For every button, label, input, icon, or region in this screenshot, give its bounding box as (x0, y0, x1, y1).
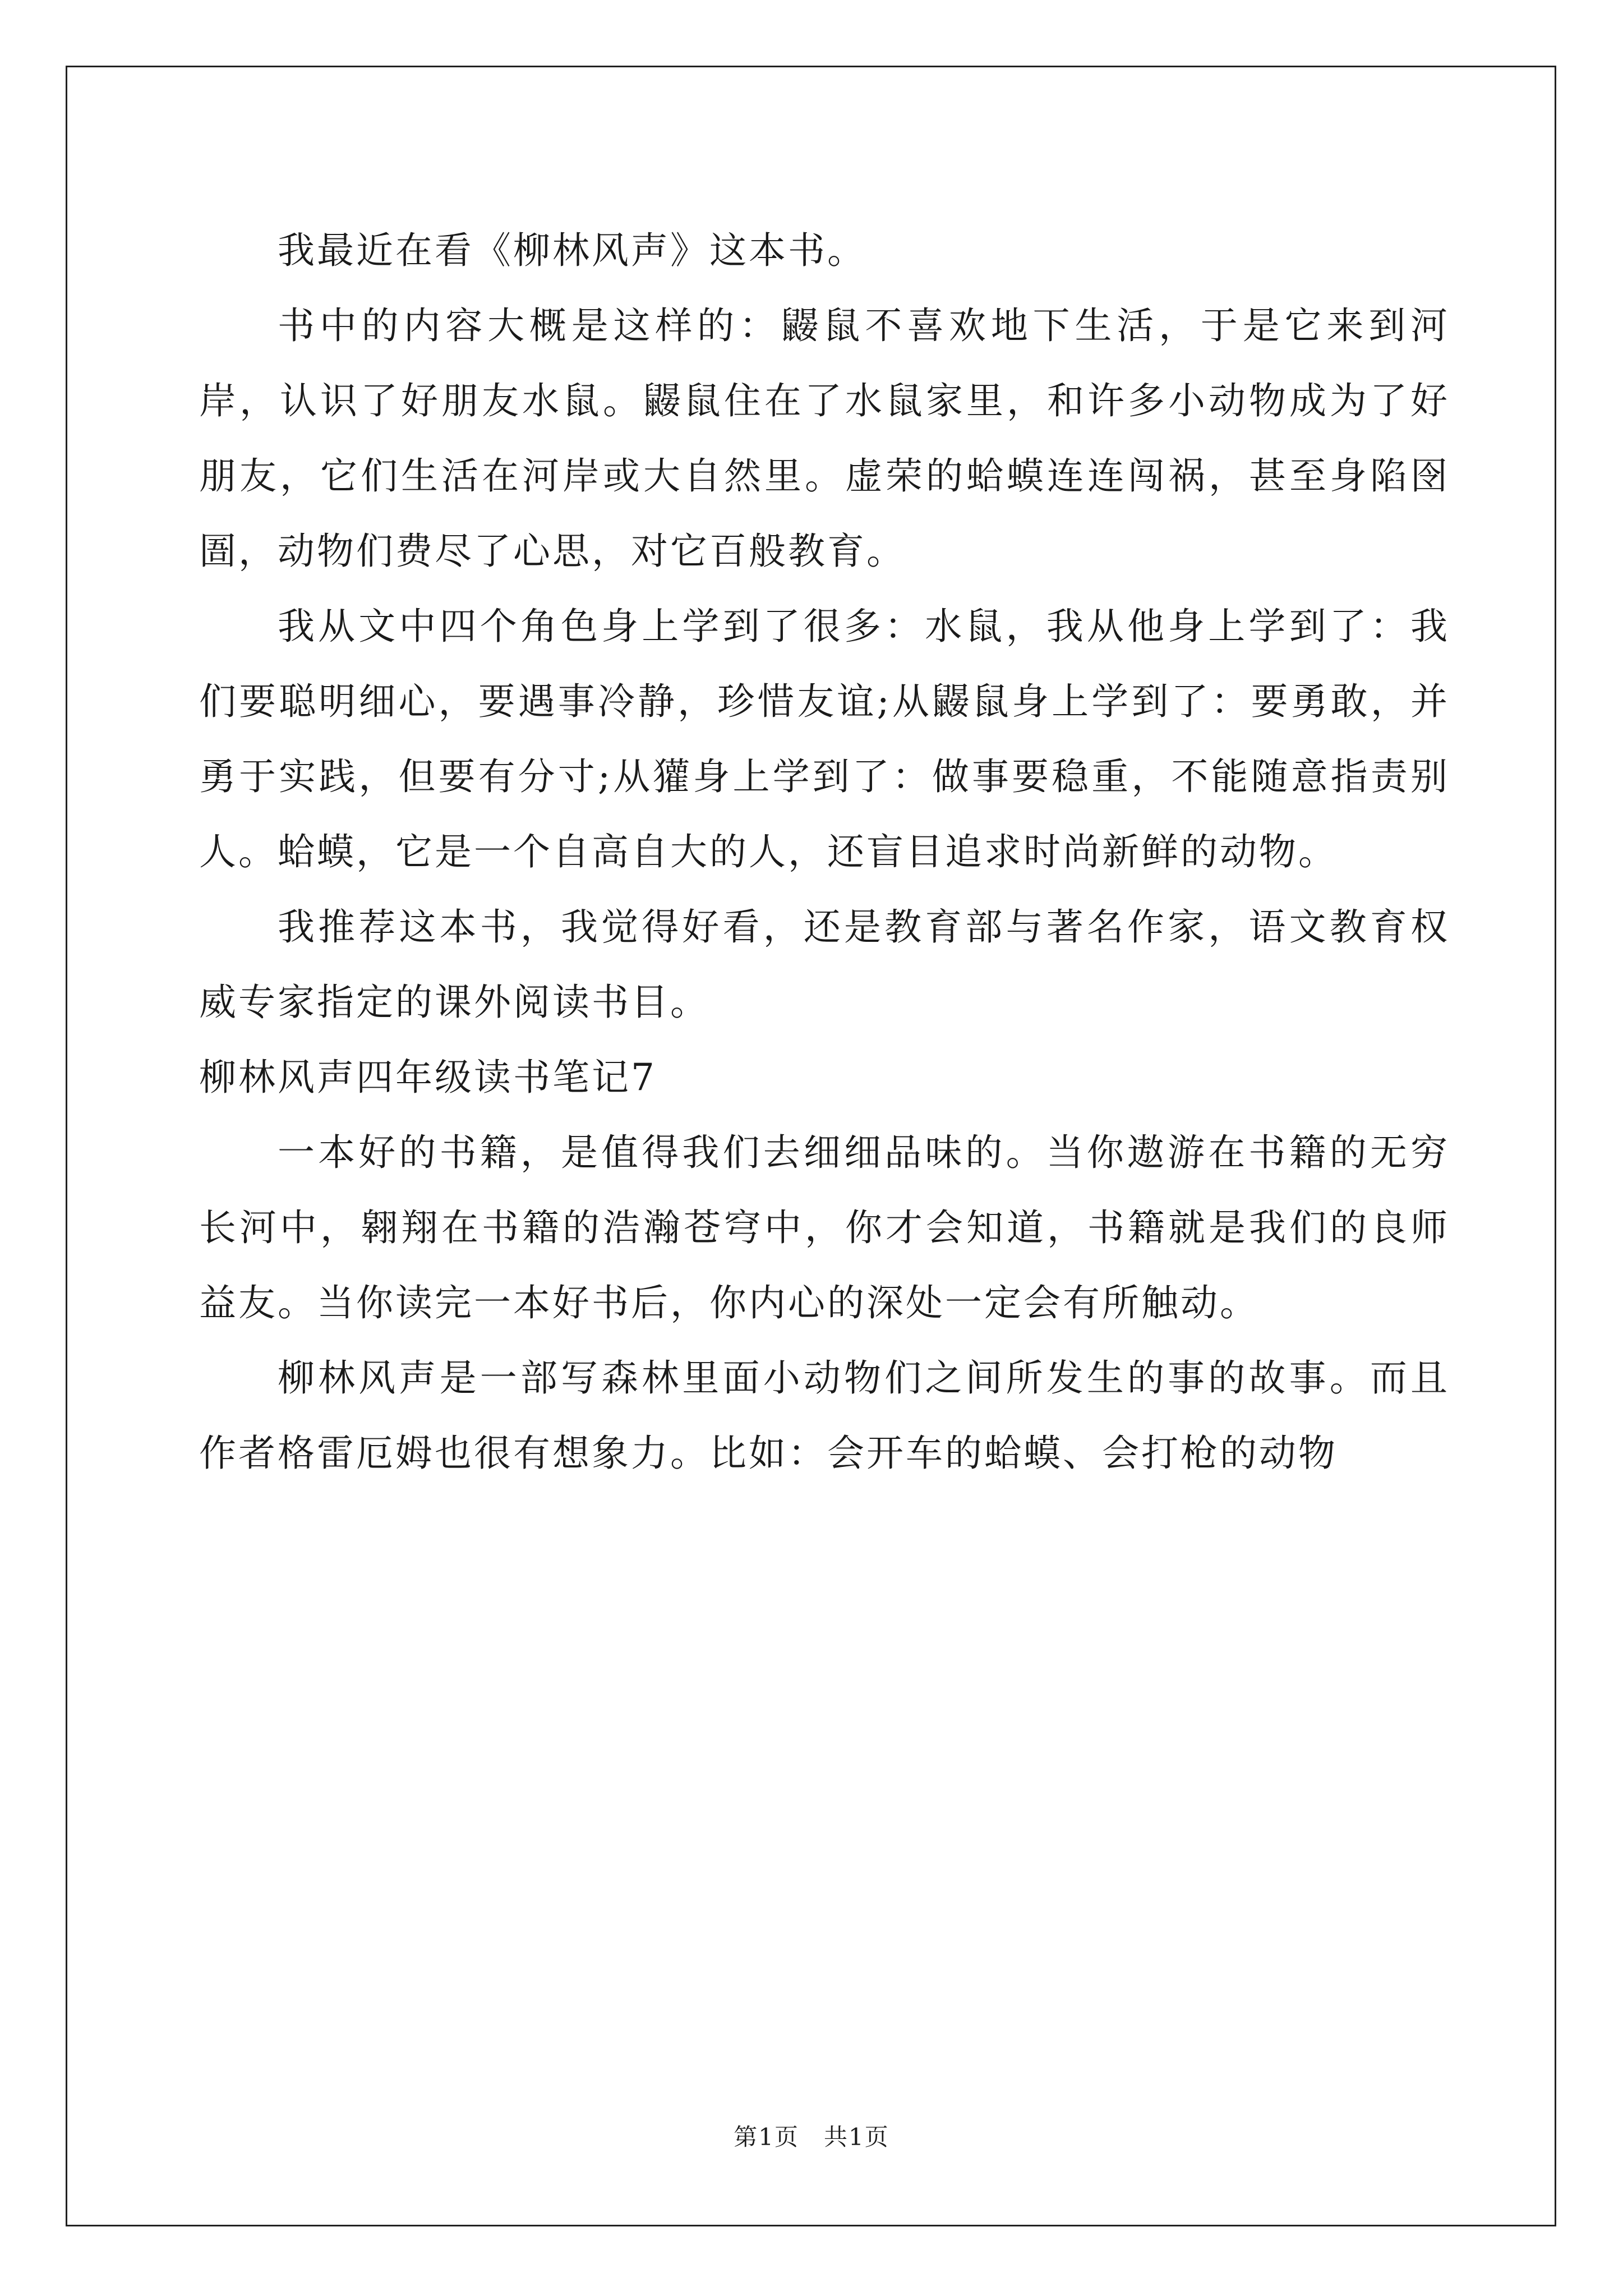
paragraph-books-value: 一本好的书籍，是值得我们去细细品味的。当你遨游在书籍的无穷长河中，翱翔在书籍的浩瀚苍穹中，你才会知道，书籍就是我们的良师益友。当你读完一本好书后，你内心的深处一定会有所触动。 (199, 1131, 1450, 1324)
paragraph-intro: 我最近在看《柳林风声》这本书。 (278, 229, 866, 272)
paragraph-summary: 书中的内容大概是这样的：鼹鼠不喜欢地下生活，于是它来到河岸，认识了好朋友水鼠。鼹鼠住在了水鼠家里，和许多小动物成为了好朋友，它们生活在河岸或大自然里。虚荣的蛤蟆连连闯祸，甚至身陷囹圄，动物们费尽了心思，对它百般教育。 (199, 304, 1450, 573)
document-body (199, 213, 1450, 1491)
paragraph-lessons: 我从文中四个角色身上学到了很多：水鼠，我从他身上学到了：我们要聪明细心，要遇事冷静，珍惜友谊;从鼹鼠身上学到了：要勇敢，并勇于实践，但要有分寸;从獾身上学到了：做事要稳重，不能随意指责别人。蛤蟆，它是一个自高自大的人，还盲目追求时尚新鲜的动物。 (199, 605, 1450, 873)
section-heading: 柳林风声四年级读书笔记7 (199, 1056, 657, 1099)
paragraph-story-description: 柳林风声是一部写森林里面小动物们之间所发生的事的故事。而且作者格雷厄姆也很有想象力。比如：会开车的蛤蟆、会打枪的动物 (199, 1356, 1450, 1475)
paragraph-recommendation: 我推荐这本书，我觉得好看，还是教育部与著名作家，语文教育权威专家指定的课外阅读书目。 (199, 905, 1450, 1024)
page-footer: 第1页 共1页 (734, 2123, 889, 2151)
